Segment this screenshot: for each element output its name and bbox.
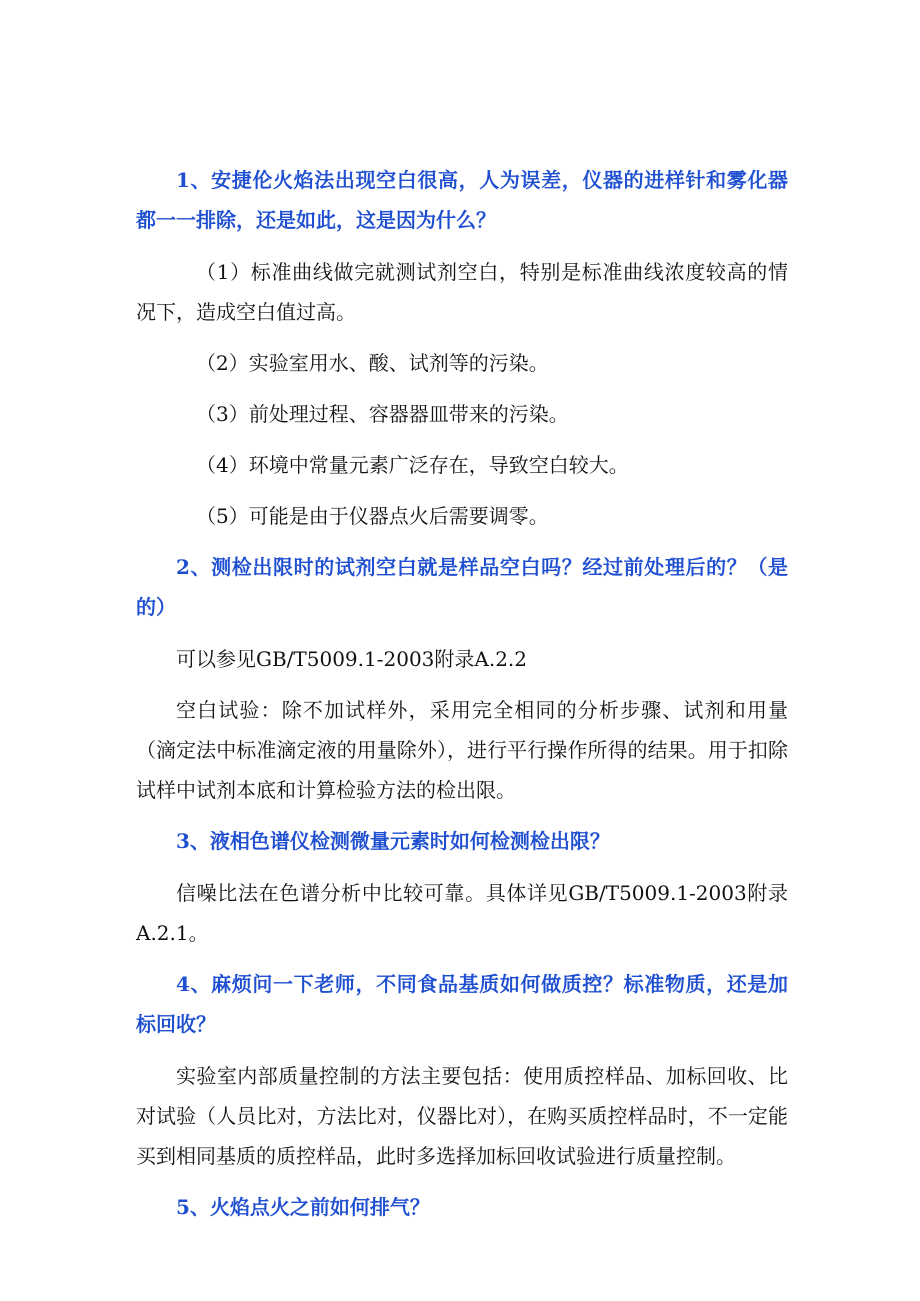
question-3: 3、液相色谱仪检测微量元素时如何检测检出限？ bbox=[176, 829, 610, 853]
answer-1-2: （2）实验室用水、酸、试剂等的污染。 bbox=[196, 351, 549, 375]
answer-1-1: （1）标准曲线做完就测试剂空白，特别是标准曲线浓度较高的情况下，造成空白值过高。 bbox=[136, 260, 788, 324]
answer-1-4: （4）环境中常量元素广泛存在，导致空白较大。 bbox=[196, 453, 629, 477]
answer-1-3: （3）前处理过程、容器器皿带来的污染。 bbox=[196, 402, 569, 426]
answer-1-5: （5）可能是由于仪器点火后需要调零。 bbox=[196, 504, 549, 528]
question-1: 1、安捷伦火焰法出现空白很高，人为误差，仪器的进样针和雾化器都一一排除，还是如此，这是因为什么？ bbox=[136, 168, 788, 232]
question-2: 2、测检出限时的试剂空白就是样品空白吗？经过前处理后的？（是的） bbox=[136, 555, 788, 619]
answer-2-1: 可以参见GB/T5009.1-2003附录A.2.2 bbox=[176, 647, 527, 671]
answer-3-1: 信噪比法在色谱分析中比较可靠。具体详见GB/T5009.1-2003附录A.2.1。 bbox=[136, 881, 788, 945]
document-body bbox=[136, 160, 788, 1239]
question-5: 5、火焰点火之前如何排气？ bbox=[176, 1195, 430, 1219]
answer-2-2: 空白试验：除不加试样外，采用完全相同的分析步骤、试剂和用量（滴定法中标准滴定液的用量除外），进行平行操作所得的结果。用于扣除试样中试剂本底和计算检验方法的检出限。 bbox=[136, 698, 788, 802]
answer-4-1: 实验室内部质量控制的方法主要包括：使用质控样品、加标回收、比对试验（人员比对，方法比对，仪器比对），在购买质控样品时，不一定能买到相同基质的质控样品，此时多选择加标回收试验进行质量控制。 bbox=[136, 1064, 788, 1168]
question-4: 4、麻烦问一下老师，不同食品基质如何做质控？标准物质，还是加标回收？ bbox=[136, 972, 788, 1036]
